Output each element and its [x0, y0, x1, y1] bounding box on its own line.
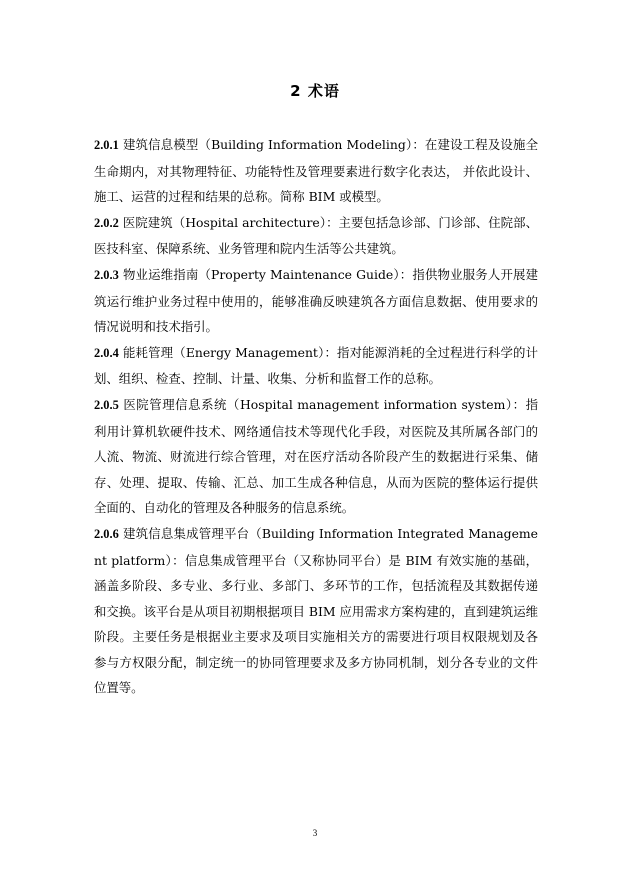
clause-2-0-3	[94, 262, 538, 340]
clause-number: 2.0.3	[94, 267, 119, 282]
clause-text: 建筑信息集成管理平台（Building Information Integrated Management platform）：信息集成管理平台（又称协同平台）是 BIM 有效实施的基础，涵盖多阶段、多专业、多行业、多部门、多环节的工作，包括流程及其数据传递和交换。该平台是从项目初期根据项目 BIM 应用需求方案构建的，直到建筑运维阶段。主要任务是根据业主要求及项目实施相关方的需要进行项目权限规划及各参与方权限分配，制定统一的协同管理要求及多方协同机制，划分各专业的文件位置等。	[94, 525, 538, 696]
clause-2-0-4	[94, 340, 538, 392]
page-number: 3	[312, 828, 318, 838]
clause-2-0-2	[94, 210, 538, 262]
terms-section	[94, 132, 538, 701]
clause-2-0-1	[94, 132, 538, 210]
clause-text: 物业运维指南（Property Maintenance Guide）：指供物业服务人开展建筑运行维护业务过程中使用的，能够准确反映建筑各方面信息数据、使用要求的情况说明和技术指引。	[94, 266, 538, 335]
clause-text: 医院管理信息系统（Hospital management information system）：指利用计算机软硬件技术、网络通信技术等现代化手段，对医院及其所属各部门的人流、物流、财流进行综合管理，对在医疗活动各阶段产生的数据进行采集、储存、处理、提取、传输、汇总、加工生成各种信息，从而为医院的整体运行提供全面的、自动化的管理及各种服务的信息系统。	[94, 396, 538, 516]
clause-number: 2.0.4	[94, 345, 119, 360]
clause-text: 能耗管理（Energy Management）：指对能源消耗的全过程进行科学的计划、组织、检查、控制、计量、收集、分析和监督工作的总称。	[94, 344, 538, 387]
clause-text: 医院建筑（Hospital architecture）：主要包括急诊部、门诊部、住院部、医技科室、保障系统、业务管理和院内生活等公共建筑。	[94, 214, 538, 257]
page-title: 2 术语	[290, 82, 340, 100]
clause-number: 2.0.5	[94, 397, 119, 412]
clause-2-0-5	[94, 392, 538, 521]
clause-2-0-6	[94, 521, 538, 701]
clause-number: 2.0.2	[94, 215, 119, 230]
clause-number: 2.0.1	[94, 138, 119, 152]
clause-text: 建筑信息模型（Building Information Modeling）：在建设工程及设施全生命期内，对其物理特征、功能特性及管理要素进行数字化表达， 并依此设计、施工、运营的过程和结果的总称。简称 BIM 或模型。	[94, 137, 538, 205]
clause-number: 2.0.6	[94, 526, 119, 541]
